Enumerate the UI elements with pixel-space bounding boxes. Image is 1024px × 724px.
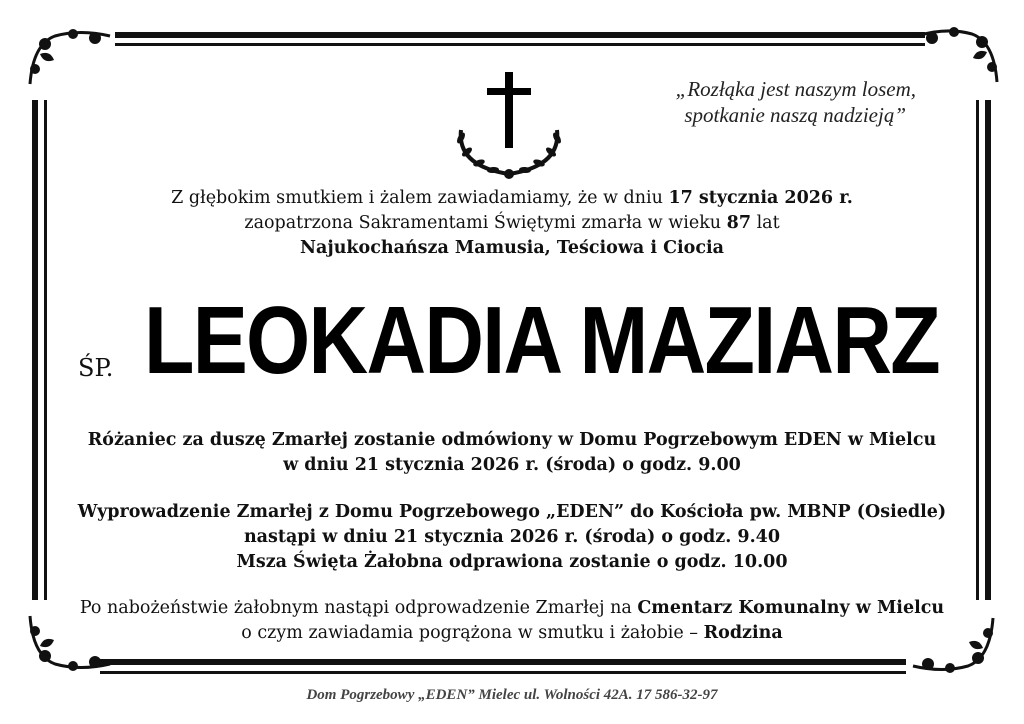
procession-block bbox=[0, 500, 1024, 575]
deceased-prefix: ŚP. bbox=[78, 354, 114, 382]
procession-line-1: Wyprowadzenie Zmarłej z Domu Pogrzebowego „EDEN” do Kościoła pw. MBNP (Osiedle) bbox=[77, 502, 947, 522]
age: 87 bbox=[726, 213, 752, 233]
death-date: 17 stycznia 2026 r. bbox=[668, 188, 853, 208]
family: Rodzina bbox=[703, 623, 783, 643]
closing-line-1 bbox=[0, 596, 1024, 621]
cross-wreath-icon bbox=[447, 68, 571, 182]
corner-ornament-top-right bbox=[912, 22, 1002, 92]
frame-top-outer bbox=[115, 32, 925, 38]
rosary-line-1: Różaniec za duszę Zmarłej zostanie odmówiony w Domu Pogrzebowym EDEN w Mielcu bbox=[87, 430, 937, 450]
age-unit: lat bbox=[751, 213, 780, 233]
quote-line-2: spotkanie naszą nadzieją” bbox=[684, 103, 906, 127]
intro-line-1 bbox=[0, 186, 1024, 211]
procession-line-2: nastąpi w dniu 21 stycznia 2026 r. (środa) o godz. 9.40 bbox=[243, 527, 781, 547]
closing-block bbox=[0, 596, 1024, 646]
rosary-block bbox=[0, 428, 1024, 478]
cemetery: Cmentarz Komunalny w Mielcu bbox=[637, 598, 945, 618]
closing-text-2: o czym zawiadamia pogrążona w smutku i żałobie – bbox=[241, 623, 704, 643]
intro-block bbox=[0, 186, 1024, 261]
closing-text: Po nabożeństwie żałobnym nastąpi odprowadzenie Zmarłej na bbox=[79, 598, 638, 618]
rosary-line-2: w dniu 21 stycznia 2026 r. (środa) o godz. 9.00 bbox=[283, 455, 741, 475]
frame-bottom-outer bbox=[100, 659, 906, 665]
relation-line: Najukochańsza Mamusia, Teściowa i Ciocia bbox=[300, 238, 724, 258]
frame-top-inner bbox=[115, 43, 925, 46]
deceased-name: LEOKADIA MAZIARZ bbox=[144, 287, 939, 394]
intro-text-2: zaopatrzona Sakramentami Świętymi zmarła w wieku bbox=[244, 213, 727, 233]
procession-line-3: Msza Święta Żałobna odprawiona zostanie o godz. 10.00 bbox=[236, 552, 788, 572]
funeral-home-footer: Dom Pogrzebowy „EDEN” Mielec ul. Wolności 42A. 17 586-32-97 bbox=[306, 687, 718, 703]
closing-line-2 bbox=[0, 621, 1024, 646]
corner-ornament-top-left bbox=[25, 24, 115, 94]
intro-line-2 bbox=[0, 211, 1024, 236]
frame-bottom-inner bbox=[100, 671, 906, 674]
intro-text: Z głębokim smutkiem i żalem zawiadamiamy, że w dniu bbox=[171, 188, 669, 208]
quote bbox=[676, 76, 916, 128]
quote-line-1: „Rozłąka jest naszym losem, bbox=[675, 77, 916, 101]
